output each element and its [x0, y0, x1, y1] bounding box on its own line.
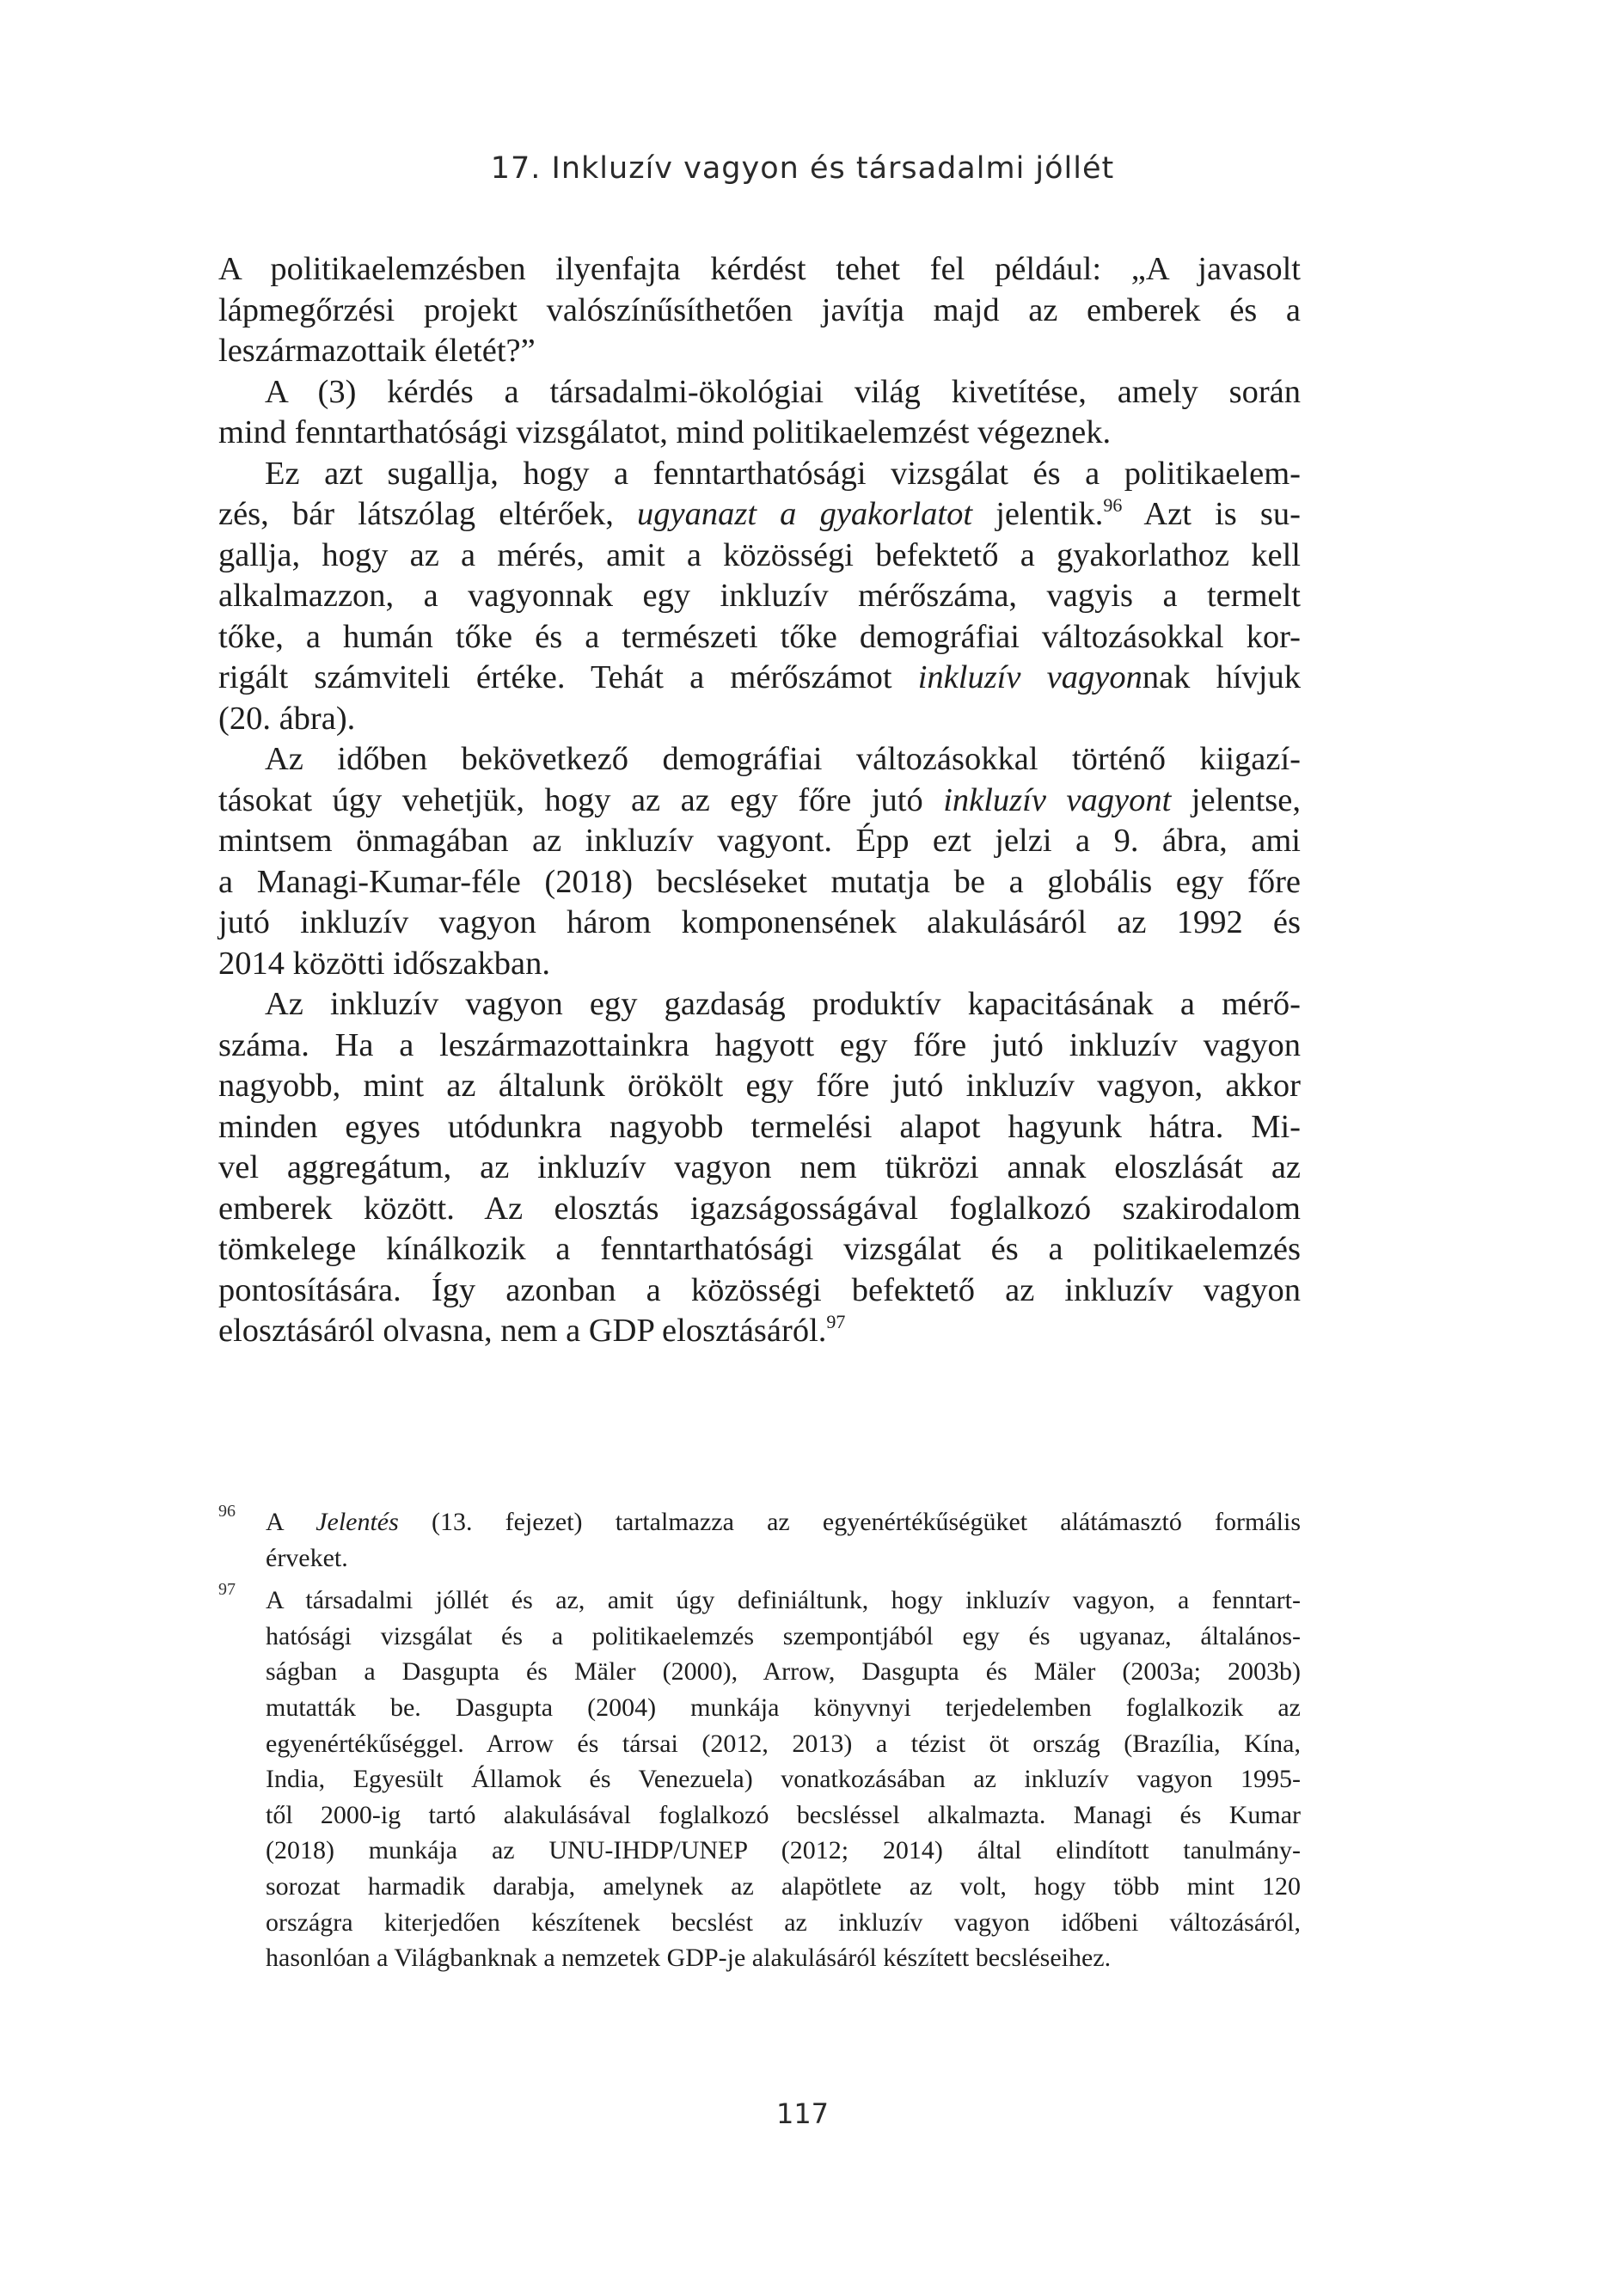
text-line: tömkelege kínálkozik a fenntarthatósági vizsgálat és a politikaelemzés [218, 1231, 1301, 1267]
footnote-line: országra kiterjedően készítenek becslést az inkluzív vagyon időbeni változásáról, [266, 1907, 1301, 1937]
text-line: Az időben bekövetkező demográfiai változásokkal történő kiigazí- [265, 741, 1301, 777]
italic-phrase: inkluzív vagyont [943, 781, 1172, 818]
footnote-line [266, 1504, 1301, 1540]
text-line: alkalmazzon, a vagyonnak egy inkluzív mérőszáma, vagyis a termelt [218, 578, 1301, 614]
text-line: mintsem önmagában az inkluzív vagyont. Épp ezt jelzi a 9. ábra, ami [218, 823, 1301, 859]
text-span: zés, bár látszólag eltérőek, [218, 496, 637, 532]
text-line: Ez azt sugallja, hogy a fenntarthatósági vizsgálat és a politikaelem- [265, 455, 1301, 492]
text-span: jelentik. [972, 496, 1104, 532]
text-span: jelentse, [1171, 781, 1301, 818]
text-line: 2014 közötti időszakban. [218, 945, 550, 982]
text-span: elosztásáról olvasna, nem a GDP elosztásáról. [218, 1313, 827, 1349]
footnote-number: 97 [218, 1580, 236, 1600]
paragraph [218, 739, 1301, 984]
footnote-number: 96 [218, 1502, 236, 1521]
text-span: tásokat úgy vehetjük, hogy az az egy főre jutó [218, 781, 944, 818]
text-line: A politikaelemzésben ilyenfajta kérdést tehet fel például: „A javasolt [218, 251, 1301, 287]
text-line [218, 1311, 1301, 1352]
text-line: nagyobb, mint az általunk örökölt egy főre jutó inkluzív vagyon, akkor [218, 1068, 1301, 1104]
footnote-line: mutatták be. Dasgupta (2004) munkája könyvnyi terjedelemben foglalkozik az [266, 1693, 1301, 1722]
italic-phrase: ugyanazt a gyakorlatot [637, 496, 973, 532]
footnote-line: sorozat harmadik darabja, amelynek az alapötlete az volt, hogy több mint 120 [266, 1871, 1301, 1901]
text-span: rigált számviteli értéke. Tehát a mérőszámot [218, 659, 918, 695]
body-text [218, 249, 1301, 1352]
footnote-line: hasonlóan a Világbanknak a nemzetek GDP-je alakulásáról készített becsléseihez. [266, 1944, 1112, 1973]
text-line: minden egyes utódunkra nagyobb termelési alapot hagyunk hátra. Mi- [218, 1108, 1301, 1145]
footnote-97 [218, 1580, 1301, 1976]
running-head: 17. Inkluzív vagyon és társadalmi jóllét [490, 151, 1115, 186]
footnote-line: érveket. [266, 1543, 348, 1572]
text-line [218, 494, 1301, 536]
footnote-line: India, Egyesült Államok és Venezuela) vonatkozásában az inkluzív vagyon 1995- [266, 1765, 1301, 1794]
paragraph [218, 984, 1301, 1352]
footnote-line: egyenértékűséggel. Arrow és társai (2012, 2013) a tézist öt ország (Brazília, Kína, [266, 1729, 1301, 1758]
text-span: Azt is su- [1122, 496, 1301, 532]
text-line [218, 658, 1301, 699]
text-line: (20. ábra). [218, 700, 356, 737]
footnote-96 [218, 1504, 1301, 1576]
footnote-ref-96[interactable]: 96 [1103, 494, 1123, 516]
text-line: gallja, hogy az a mérés, amit a közösségi befektető a gyakorlathoz kell [218, 536, 1301, 573]
text-span: (13. fejezet) tartalmazza az egyenértékűségüket alátámasztó formális [398, 1508, 1301, 1536]
text-span: A [266, 1508, 316, 1536]
italic-phrase: Jelentés [315, 1508, 399, 1536]
footnote-line: A társadalmi jóllét és az, amit úgy definiáltunk, hogy inkluzív vagyon, a fenntart- [266, 1586, 1301, 1615]
footnote-line: ságban a Dasgupta és Mäler (2000), Arrow, Dasgupta és Mäler (2003a; 2003b) [266, 1657, 1301, 1687]
text-line: lápmegőrzési projekt valószínűsíthetően javítja majd az emberek és a [218, 291, 1301, 328]
page-number: 117 [775, 2097, 830, 2130]
footnote-line: hatósági vizsgálat és a politikaelemzés szempontjából egy és ugyanaz, általános- [266, 1621, 1301, 1650]
footnote-ref-97[interactable]: 97 [826, 1311, 846, 1332]
text-line: pontosítására. Így azonban a közösségi befektető az inkluzív vagyon [218, 1271, 1301, 1308]
text-line: leszármazottaik életét?” [218, 333, 536, 369]
text-line: száma. Ha a leszármazottainkra hagyott egy főre jutó inkluzív vagyon [218, 1026, 1301, 1063]
footnote-line: től 2000-ig tartó alakulásával foglalkozó becsléssel alkalmazta. Managi és Kumar [266, 1800, 1301, 1829]
paragraph [218, 372, 1301, 454]
footnote-text [266, 1583, 1301, 1976]
footnote-text [266, 1504, 1301, 1576]
italic-phrase: inkluzív vagyon [917, 659, 1142, 695]
text-line: Az inkluzív vagyon egy gazdaság produktív kapacitásának a mérő- [265, 986, 1301, 1022]
text-line: vel aggregátum, az inkluzív vagyon nem tükrözi annak eloszlását az [218, 1149, 1301, 1185]
text-span: nak hívjuk [1142, 659, 1301, 695]
text-line: jutó inkluzív vagyon három komponensének alakulásáról az 1992 és [218, 904, 1301, 940]
text-line: a Managi-Kumar-féle (2018) becsléseket mutatja be a globális egy főre [218, 863, 1301, 900]
paragraph [218, 249, 1301, 372]
paragraph [218, 454, 1301, 740]
text-line: tőke, a humán tőke és a természeti tőke demográfiai változásokkal kor- [218, 618, 1301, 655]
text-line: mind fenntarthatósági vizsgálatot, mind politikaelemzést végeznek. [218, 414, 1112, 450]
footnote-line: (2018) munkája az UNU-IHDP/UNEP (2012; 2014) által elindított tanulmány- [266, 1836, 1301, 1865]
footnotes [218, 1504, 1301, 1976]
text-line: A (3) kérdés a társadalmi-ökológiai világ kivetítése, amely során [265, 373, 1301, 410]
text-line [218, 781, 1301, 822]
text-line: emberek között. Az elosztás igazságosságával foglalkozó szakirodalom [218, 1190, 1301, 1227]
